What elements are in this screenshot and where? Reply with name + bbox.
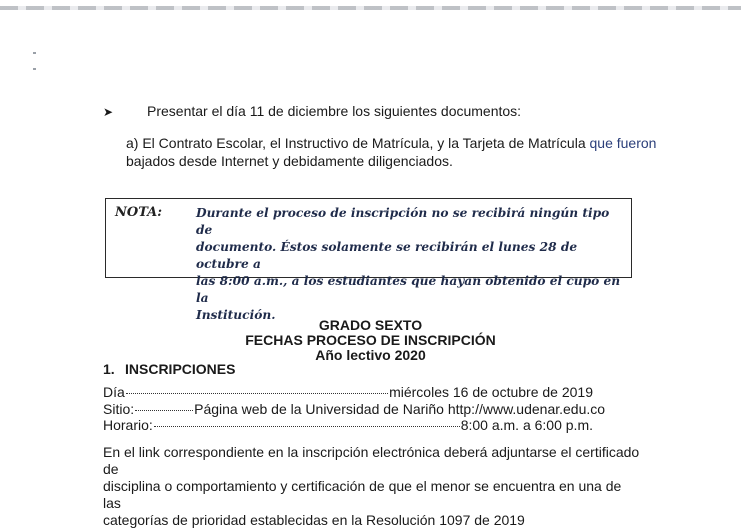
section-number: 1. [103, 361, 115, 377]
bullet-text: Presentar el día 11 de diciembre los siguientes documentos: [147, 103, 522, 119]
nota-text [196, 205, 626, 324]
scan-mark [33, 52, 36, 54]
nota-line: las 8:00 a.m., a los estudiantes que hayan obtenido el cupo en la [196, 274, 621, 305]
page-top-edge [0, 6, 741, 10]
dia-value: miércoles 16 de octubre de 2019 [389, 384, 593, 400]
nota-label: NOTA: [115, 205, 163, 220]
info-row-horario [103, 417, 593, 434]
section-title [103, 361, 235, 377]
section-title-text: INSCRIPCIONES [125, 361, 236, 377]
sitio-label: Sitio: [103, 401, 135, 417]
item-a-line1: a) El Contrato Escolar, el Instructivo de Matrícula, y la Tarjeta de Matrícula [126, 135, 586, 151]
info-row-sitio [103, 401, 606, 418]
heading-grade: GRADO SEXTO [318, 317, 423, 333]
link-para-line: categorías de prioridad establecidas en la Resolución 1097 de 2019 [103, 512, 525, 528]
horario-label: Horario: [103, 417, 153, 433]
dia-label: Día [103, 384, 125, 400]
horario-value: 8:00 a.m. a 6:00 p.m. [460, 417, 593, 433]
sitio-value: Página web de la Universidad de Nariño http://www.udenar.edu.co [194, 401, 606, 417]
link-para-line: disciplina o comportamiento y certificación de que el menor se encuentra en una de las [103, 478, 622, 511]
dot-leader [154, 425, 460, 427]
link-paragraph [103, 444, 643, 529]
heading-year: Año lectivo 2020 [315, 347, 426, 363]
heading-process: FECHAS PROCESO DE INSCRIPCIÓN [245, 332, 496, 348]
nota-line: Durante el proceso de inscripción no se recibirá ningún tipo de [196, 206, 610, 237]
nota-line: documento. Éstos solamente se recibirán el lunes 28 de octubre a [196, 240, 578, 271]
scan-mark [33, 68, 36, 70]
item-a-line2: bajados desde Internet y debidamente diligenciados. [126, 153, 453, 169]
item-a-line1-tail: que fueron [585, 135, 657, 151]
nota-box [105, 198, 632, 322]
link-para-line: En el link correspondiente en la inscripción electrónica deberá adjuntarse el certificado de [103, 444, 640, 477]
item-a-paragraph [126, 134, 686, 170]
bullet-item [103, 103, 521, 121]
dot-leader [135, 409, 193, 411]
nota-line: Institución. [196, 308, 276, 322]
dot-leader [126, 392, 388, 394]
info-row-dia [103, 384, 593, 401]
arrowhead-bullet-icon: ➤ [103, 105, 114, 119]
